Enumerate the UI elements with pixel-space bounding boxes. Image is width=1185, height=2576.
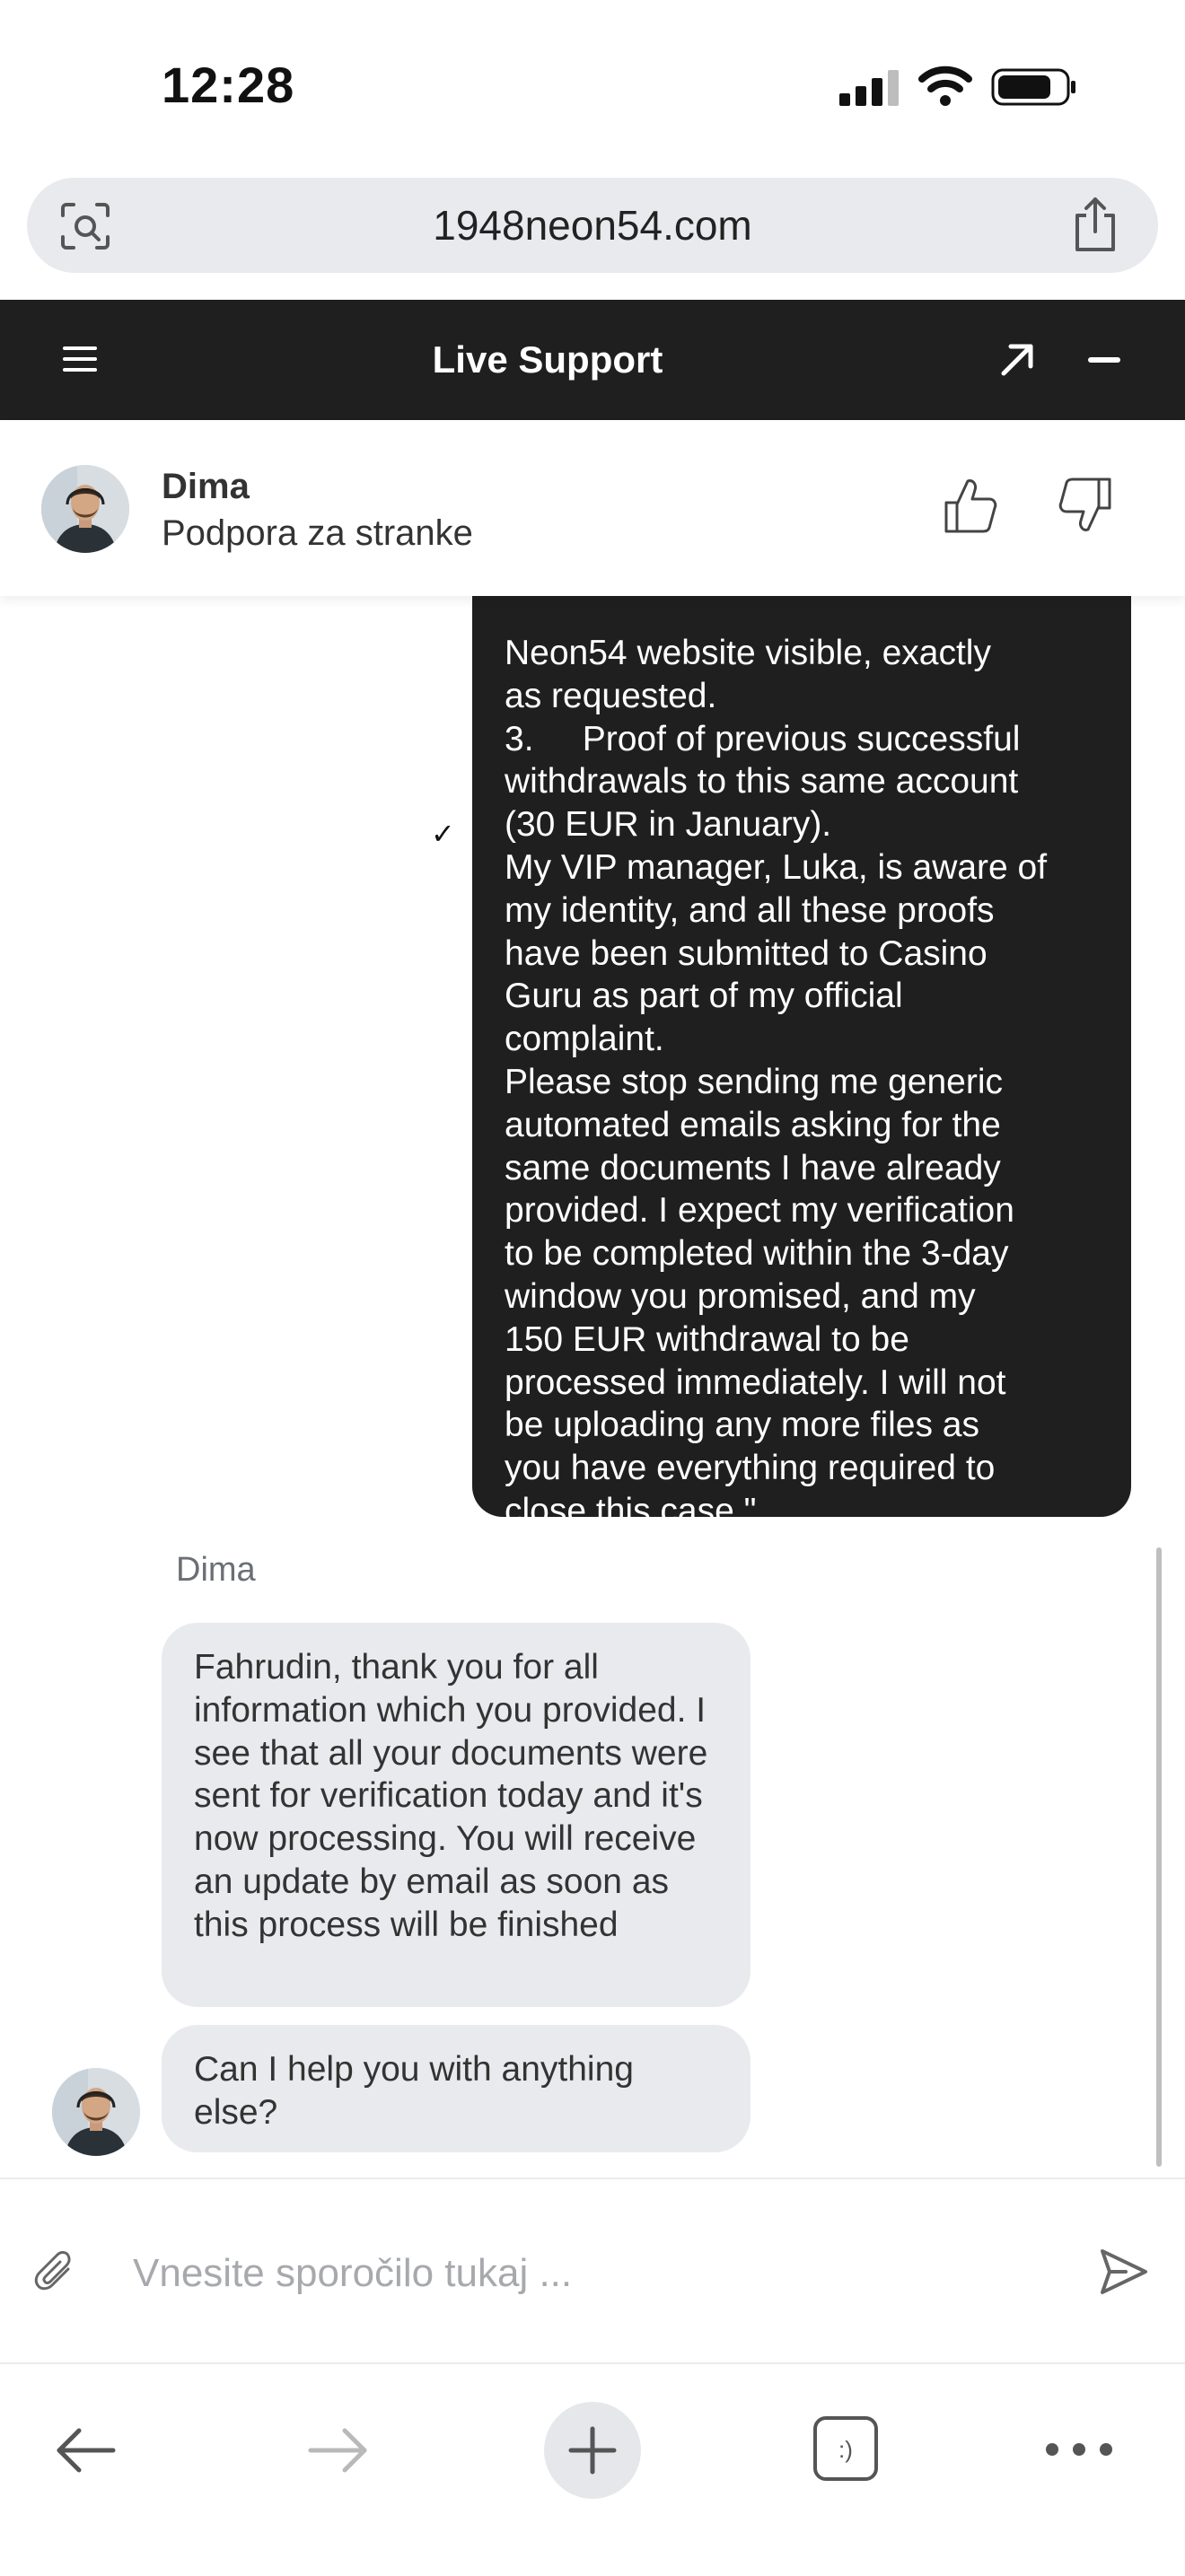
thumbs-down-icon[interactable] bbox=[1058, 476, 1113, 535]
status-time: 12:28 bbox=[162, 57, 295, 113]
read-checkmark-icon: ✓ bbox=[431, 818, 455, 850]
plus-icon bbox=[544, 2402, 641, 2499]
agent-name: Dima bbox=[162, 467, 250, 506]
message-list[interactable] bbox=[0, 596, 1185, 2177]
url-text[interactable]: 1948neon54.com bbox=[433, 202, 752, 249]
agent-info-bar bbox=[0, 420, 1185, 596]
share-icon[interactable] bbox=[1068, 196, 1122, 253]
agent-role: Podpora za stranke bbox=[162, 513, 473, 553]
forward-arrow-icon[interactable] bbox=[302, 2414, 373, 2486]
address-bar[interactable] bbox=[27, 178, 1158, 273]
minimize-icon[interactable] bbox=[1088, 357, 1120, 363]
avatar bbox=[41, 465, 129, 553]
back-arrow-icon[interactable] bbox=[50, 2414, 122, 2486]
battery-icon bbox=[991, 68, 1077, 106]
agent-message-bubble: Can I help you with anything else? bbox=[162, 2025, 750, 2152]
user-message-text: Neon54 website visible, exactly as requested. 3. Proof of previous successful withdrawals to this same account (30 EUR in January). My VIP manager, Luka, is aware of my identity, and all these proofs have been submitted to Casino Guru as part of my official complaint. Please stop sending me generic automated emails asking for the same documents I have already provided. I expect my verification to be completed within the 3-day window you promised, and my 150 EUR withdrawal to be processed immediately. I will not be uploading any more files as you have everything required to close this case." bbox=[505, 634, 1048, 1530]
thumbs-up-icon[interactable] bbox=[943, 476, 998, 535]
more-icon[interactable] bbox=[1041, 2436, 1117, 2463]
message-sender-name: Dima bbox=[176, 1551, 256, 1589]
scrollbar[interactable] bbox=[1156, 1547, 1162, 2167]
new-tab-button[interactable] bbox=[544, 2402, 641, 2499]
tabs-icon[interactable] bbox=[812, 2414, 880, 2483]
send-icon[interactable] bbox=[1099, 2247, 1149, 2296]
user-message-bubble bbox=[472, 596, 1131, 1530]
browser-toolbar bbox=[0, 2362, 1185, 2576]
wifi-icon bbox=[918, 63, 972, 108]
expand-arrow-icon[interactable] bbox=[996, 339, 1038, 381]
svg-text::): :) bbox=[838, 2436, 853, 2463]
message-input[interactable] bbox=[131, 2230, 1068, 2318]
cellular-signal-icon bbox=[839, 70, 902, 106]
page-scan-icon[interactable] bbox=[59, 201, 111, 251]
chat-header bbox=[0, 300, 1185, 420]
chat-title: Live Support bbox=[432, 338, 663, 381]
message-composer bbox=[0, 2177, 1185, 2364]
paperclip-icon[interactable] bbox=[34, 2249, 75, 2294]
avatar bbox=[52, 2068, 140, 2156]
agent-message-bubble: Fahrudin, thank you for all information which you provided. I see that all your documents were sent for verification today and it's now processing. You will receive an update by email as soon as this process will be finished bbox=[162, 1623, 750, 2007]
